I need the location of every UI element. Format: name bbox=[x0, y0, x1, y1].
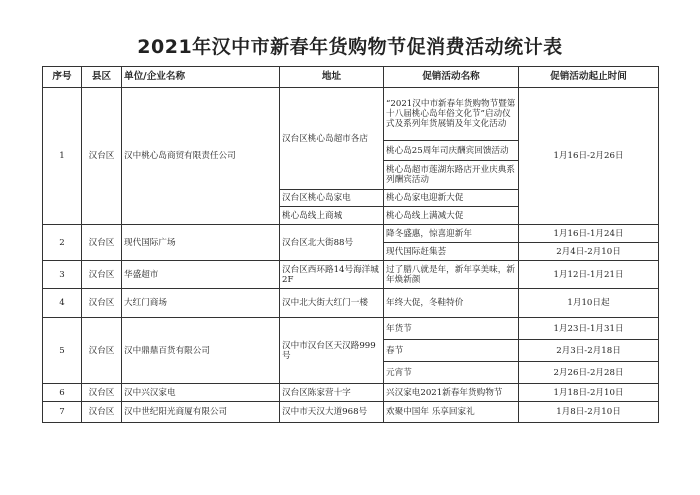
activity-cell: 过了腊八就是年，新年享美味，新年焕新颜 bbox=[384, 261, 519, 289]
period-cell: 2月26日-2月28日 bbox=[519, 362, 659, 384]
seq-cell: 2 bbox=[43, 225, 82, 261]
company-cell: 汉中桃心岛商贸有限责任公司 bbox=[122, 88, 280, 225]
address-cell: 汉台区陈家营十字 bbox=[280, 384, 384, 402]
table-row bbox=[43, 384, 659, 402]
header-company: 单位/企业名称 bbox=[122, 67, 280, 88]
table-row bbox=[43, 88, 659, 141]
address-cell: 汉台区北大街88号 bbox=[280, 225, 384, 261]
seq-cell: 5 bbox=[43, 318, 82, 384]
seq-cell: 1 bbox=[43, 88, 82, 225]
county-cell: 汉台区 bbox=[82, 88, 122, 225]
county-cell: 汉台区 bbox=[82, 289, 122, 318]
address-cell: 汉中市汉台区天汉路999号 bbox=[280, 318, 384, 384]
company-cell: 汉中世纪阳光商厦有限公司 bbox=[122, 402, 280, 423]
table-row bbox=[43, 318, 659, 340]
seq-cell: 3 bbox=[43, 261, 82, 289]
county-cell: 汉台区 bbox=[82, 261, 122, 289]
address-cell: 汉中市天汉大道968号 bbox=[280, 402, 384, 423]
seq-cell: 4 bbox=[43, 289, 82, 318]
activity-cell: “2021汉中市新春年货购物节暨第十八届桃心岛年俗文化节”启动仪式及系列年货展销及年文化活动 bbox=[384, 88, 519, 141]
table-row bbox=[43, 261, 659, 289]
seq-cell: 7 bbox=[43, 402, 82, 423]
period-cell: 1月16日-2月26日 bbox=[519, 88, 659, 225]
table-row bbox=[43, 289, 659, 318]
address-cell: 桃心岛线上商城 bbox=[280, 207, 384, 225]
table-row bbox=[43, 225, 659, 243]
address-cell: 汉中北大街大红门一楼 bbox=[280, 289, 384, 318]
activity-cell: 元宵节 bbox=[384, 362, 519, 384]
activity-cell: 兴汉家电2021新春年货购物节 bbox=[384, 384, 519, 402]
header-seq: 序号 bbox=[43, 67, 82, 88]
period-cell: 1月18日-2月10日 bbox=[519, 384, 659, 402]
page-title: 2021年汉中市新春年货购物节促消费活动统计表 bbox=[137, 36, 563, 58]
activity-table bbox=[42, 66, 659, 423]
activity-cell: 年货节 bbox=[384, 318, 519, 340]
header-activity: 促销活动名称 bbox=[384, 67, 519, 88]
company-cell: 大红门商场 bbox=[122, 289, 280, 318]
seq-cell: 6 bbox=[43, 384, 82, 402]
county-cell: 汉台区 bbox=[82, 225, 122, 261]
activity-cell: 桃心岛25周年司庆酬宾回馈活动 bbox=[384, 141, 519, 161]
period-cell: 1月12日-1月21日 bbox=[519, 261, 659, 289]
period-cell: 1月10日起 bbox=[519, 289, 659, 318]
header-address: 地址 bbox=[280, 67, 384, 88]
activity-cell: 现代国际赶集荟 bbox=[384, 243, 519, 261]
county-cell: 汉台区 bbox=[82, 402, 122, 423]
period-cell: 2月3日-2月18日 bbox=[519, 340, 659, 362]
company-cell: 汉中鼎鼎百货有限公司 bbox=[122, 318, 280, 384]
county-cell: 汉台区 bbox=[82, 318, 122, 384]
company-cell: 华盛超市 bbox=[122, 261, 280, 289]
header-row bbox=[43, 67, 659, 88]
address-cell: 汉台区桃心岛超市各店 bbox=[280, 88, 384, 190]
activity-cell: 桃心岛超市莲湖东路店开业庆典系列酬宾活动 bbox=[384, 161, 519, 190]
header-period: 促销活动起止时间 bbox=[519, 67, 659, 88]
company-cell: 汉中兴汉家电 bbox=[122, 384, 280, 402]
header-county: 县区 bbox=[82, 67, 122, 88]
period-cell: 1月16日-1月24日 bbox=[519, 225, 659, 243]
activity-cell: 欢聚中国年 乐享回家礼 bbox=[384, 402, 519, 423]
activity-cell: 年终大促，冬鞋特价 bbox=[384, 289, 519, 318]
period-cell: 1月23日-1月31日 bbox=[519, 318, 659, 340]
table-row bbox=[43, 402, 659, 423]
activity-cell: 春节 bbox=[384, 340, 519, 362]
address-cell: 汉台区桃心岛家电 bbox=[280, 190, 384, 207]
activity-cell: 桃心岛家电迎新大促 bbox=[384, 190, 519, 207]
county-cell: 汉台区 bbox=[82, 384, 122, 402]
address-cell: 汉台区西环路14号海洋城2F bbox=[280, 261, 384, 289]
company-cell: 现代国际广场 bbox=[122, 225, 280, 261]
activity-cell: 桃心岛线上满减大促 bbox=[384, 207, 519, 225]
period-cell: 2月4日-2月10日 bbox=[519, 243, 659, 261]
period-cell: 1月8日-2月10日 bbox=[519, 402, 659, 423]
activity-cell: 降冬盛惠，惊喜迎新年 bbox=[384, 225, 519, 243]
